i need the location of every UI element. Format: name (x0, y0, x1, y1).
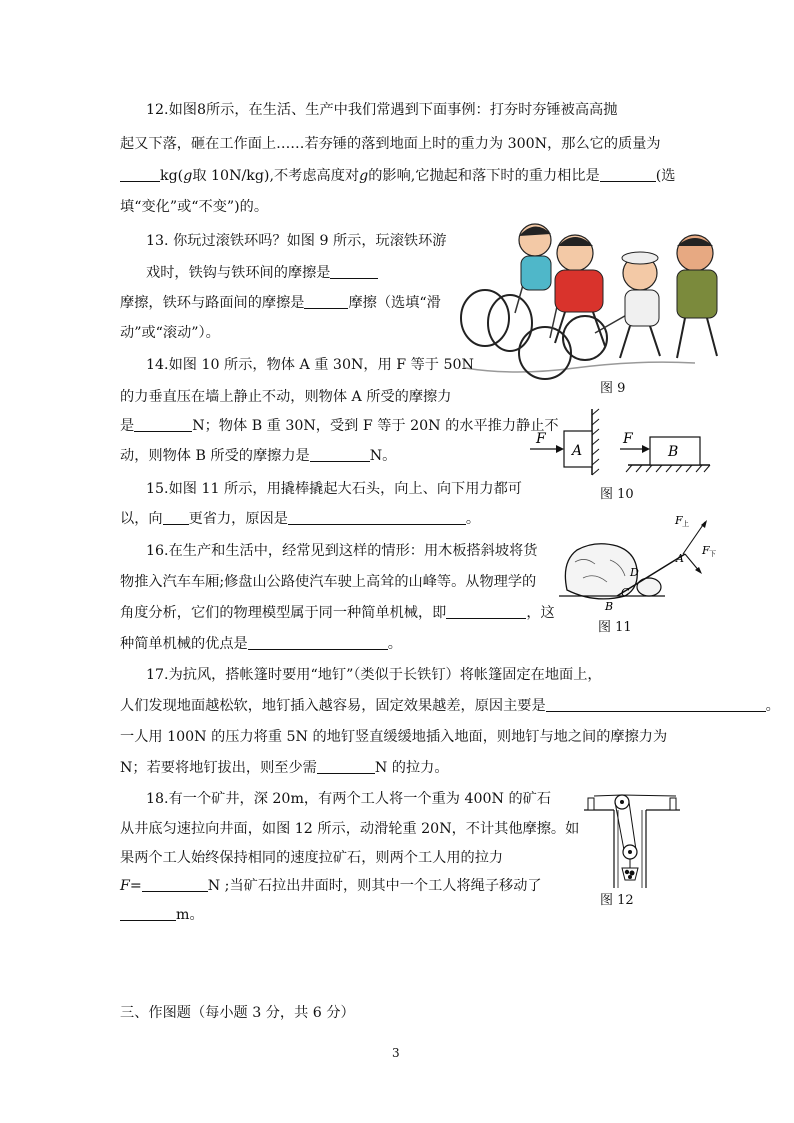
f11-Fup-label: F (675, 514, 683, 527)
q12-mass-blank[interactable] (120, 166, 160, 182)
q15-line1: 15.如图 11 所示，用撬棒撬起大石头，向上、向下用力都可 (146, 481, 522, 497)
figure-11-caption: 图 11 (598, 620, 632, 635)
q18-text: N ;当矿石拉出井面时，则其中一个工人将绳子移动了 (207, 878, 542, 894)
q18-text: m。 (176, 907, 204, 923)
q14-text: 动，则物体 B 所受的摩擦力是 (120, 448, 310, 464)
q17-text: N 的拉力。 (374, 760, 449, 776)
page-number: 3 (392, 1046, 400, 1060)
q16-blank-1[interactable] (446, 603, 526, 619)
q12-g-symbol: g (183, 168, 193, 184)
figure-9-caption: 图 9 (600, 381, 626, 396)
q15-text: 。 (465, 511, 481, 527)
q12-line1: 12.如图8所示，在生活、生产中我们常遇到下面事例：打夯时夯锤被高高抛 (146, 102, 618, 118)
q17-line3: 一人用 100N 的压力将重 5N 的地钉竖直缓缓地插入地面，则地钉与地之间的摩擦力为 (120, 729, 668, 745)
q16-text: ，这 (526, 605, 555, 621)
q16-line3 (120, 603, 555, 623)
q17-text: N；若要将地钉拔出，则至少需 (120, 760, 317, 776)
q17-line4 (120, 758, 449, 778)
q12-text: 取 10N/kg),不考虑高度对 (192, 168, 360, 184)
q14-line2: 的力垂直压在墙上静止不动，则物体 A 所受的摩擦力 (120, 389, 452, 405)
q13-line4: 动”或“滚动”）。 (120, 325, 220, 341)
q12-line4: 填“变化”或“不变”)的。 (120, 199, 269, 215)
q17-line2 (120, 696, 780, 716)
f10-F1-label: F (536, 431, 546, 447)
q17-text: 。 (765, 698, 780, 714)
f11-down-subscript: 下 (709, 550, 716, 558)
q18-blank-distance[interactable] (120, 905, 176, 921)
figure-12-diagram (580, 788, 690, 893)
q12-text: kg( (160, 168, 184, 184)
q15-line2 (120, 509, 480, 529)
q17-blank-reason[interactable] (546, 696, 766, 712)
q13-line1: 13. 你玩过滚铁环吗？如图 9 所示，玩滚铁环游 (146, 233, 447, 249)
q16-line2: 物推入汽车车厢;修盘山公路使汽车驶上高耸的山峰等。从物理学的 (120, 574, 537, 590)
q16-line4 (120, 634, 402, 654)
q14-blank-2[interactable] (310, 446, 370, 462)
q13-text: 摩擦（选填“滑 (348, 295, 441, 311)
q14-text: 是 (120, 418, 135, 434)
q13-text: 摩擦，铁环与路面间的摩擦是 (120, 295, 305, 311)
q13-text: 戏时，铁钩与铁环间的摩擦是 (146, 265, 331, 281)
q16-text: 。 (387, 636, 402, 652)
q14-text: N；物体 B 重 30N，受到 F 等于 20N 的水平推力静止不 (192, 418, 559, 434)
q16-text: 种简单机械的优点是 (120, 636, 248, 652)
f10-B-label: B (668, 444, 679, 460)
q15-text: 以，向 (120, 511, 163, 527)
figure-10-diagram (528, 405, 718, 483)
q18-line1: 18.有一个矿井，深 20m，有两个工人将一个重为 400N 的矿石 (146, 791, 552, 807)
q12-line2: 起又下落，砸在工作面上……若夯锤的落到地面上时的重力为 300N，那么它的质量为 (120, 136, 661, 152)
q14-line4 (120, 446, 396, 466)
q13-line3 (120, 293, 441, 313)
q18-F-symbol: F= (120, 878, 142, 894)
figure-9-illustration (455, 218, 745, 383)
q12-text: 的影响,它抛起和落下时的重力相比是 (368, 168, 600, 184)
q17-text: 人们发现地面越松软，地钉插入越容易，固定效果越差，原因主要是 (120, 698, 546, 714)
f10-F2-label: F (623, 431, 633, 447)
figure-10-caption: 图 10 (600, 487, 634, 502)
q14-blank-1[interactable] (134, 416, 192, 432)
f10-A-label: A (572, 443, 583, 459)
q15-blank-1[interactable] (163, 509, 189, 525)
q18-blank-force[interactable] (142, 876, 208, 892)
q18-line3: 果两个工人始终保持相同的速度拉矿石，则两个工人用的拉力 (120, 850, 504, 866)
q12-text: (选 (655, 168, 676, 184)
f11-Fdown-label: F (702, 544, 710, 557)
f11-up-subscript: 上 (682, 520, 689, 528)
q13-blank-2[interactable] (304, 293, 348, 309)
q18-line5 (120, 905, 204, 925)
q13-line2 (146, 263, 378, 283)
q15-blank-2[interactable] (288, 509, 466, 525)
q12-line3 (120, 166, 675, 186)
q18-line4 (120, 876, 542, 896)
f11-A-label: A (676, 552, 684, 565)
q15-text: 更省力，原因是 (188, 511, 288, 527)
q12-g-symbol: g (359, 168, 369, 184)
q16-line1: 16.在生产和生活中，经常见到这样的情形：用木板搭斜坡将货 (146, 543, 538, 559)
figure-11-diagram (555, 512, 730, 617)
q13-blank-1[interactable] (330, 263, 378, 279)
f11-B-label: B (605, 600, 614, 613)
q16-text: 角度分析，它们的物理模型属于同一种简单机械，即 (120, 605, 447, 621)
f11-C-label: C (621, 586, 630, 599)
q12-change-blank[interactable] (600, 166, 656, 182)
q17-line1: 17.为抗风，搭帐篷时要用“地钉”（类似于长铁钉）将帐篷固定在地面上， (146, 667, 602, 683)
q14-line3 (120, 416, 559, 436)
section-3-heading: 三、作图题（每小题 3 分，共 6 分） (120, 1005, 355, 1021)
figure-12-caption: 图 12 (600, 893, 634, 908)
q16-blank-2[interactable] (248, 634, 388, 650)
q17-blank-force[interactable] (317, 758, 375, 774)
q14-text: N。 (369, 448, 397, 464)
q18-line2: 从井底匀速拉向井面，如图 12 所示，动滑轮重 20N，不计其他摩擦。如 (120, 821, 580, 837)
f11-D-label: D (630, 566, 639, 579)
q14-line1: 14.如图 10 所示，物体 A 重 30N，用 F 等于 50N (146, 357, 474, 373)
